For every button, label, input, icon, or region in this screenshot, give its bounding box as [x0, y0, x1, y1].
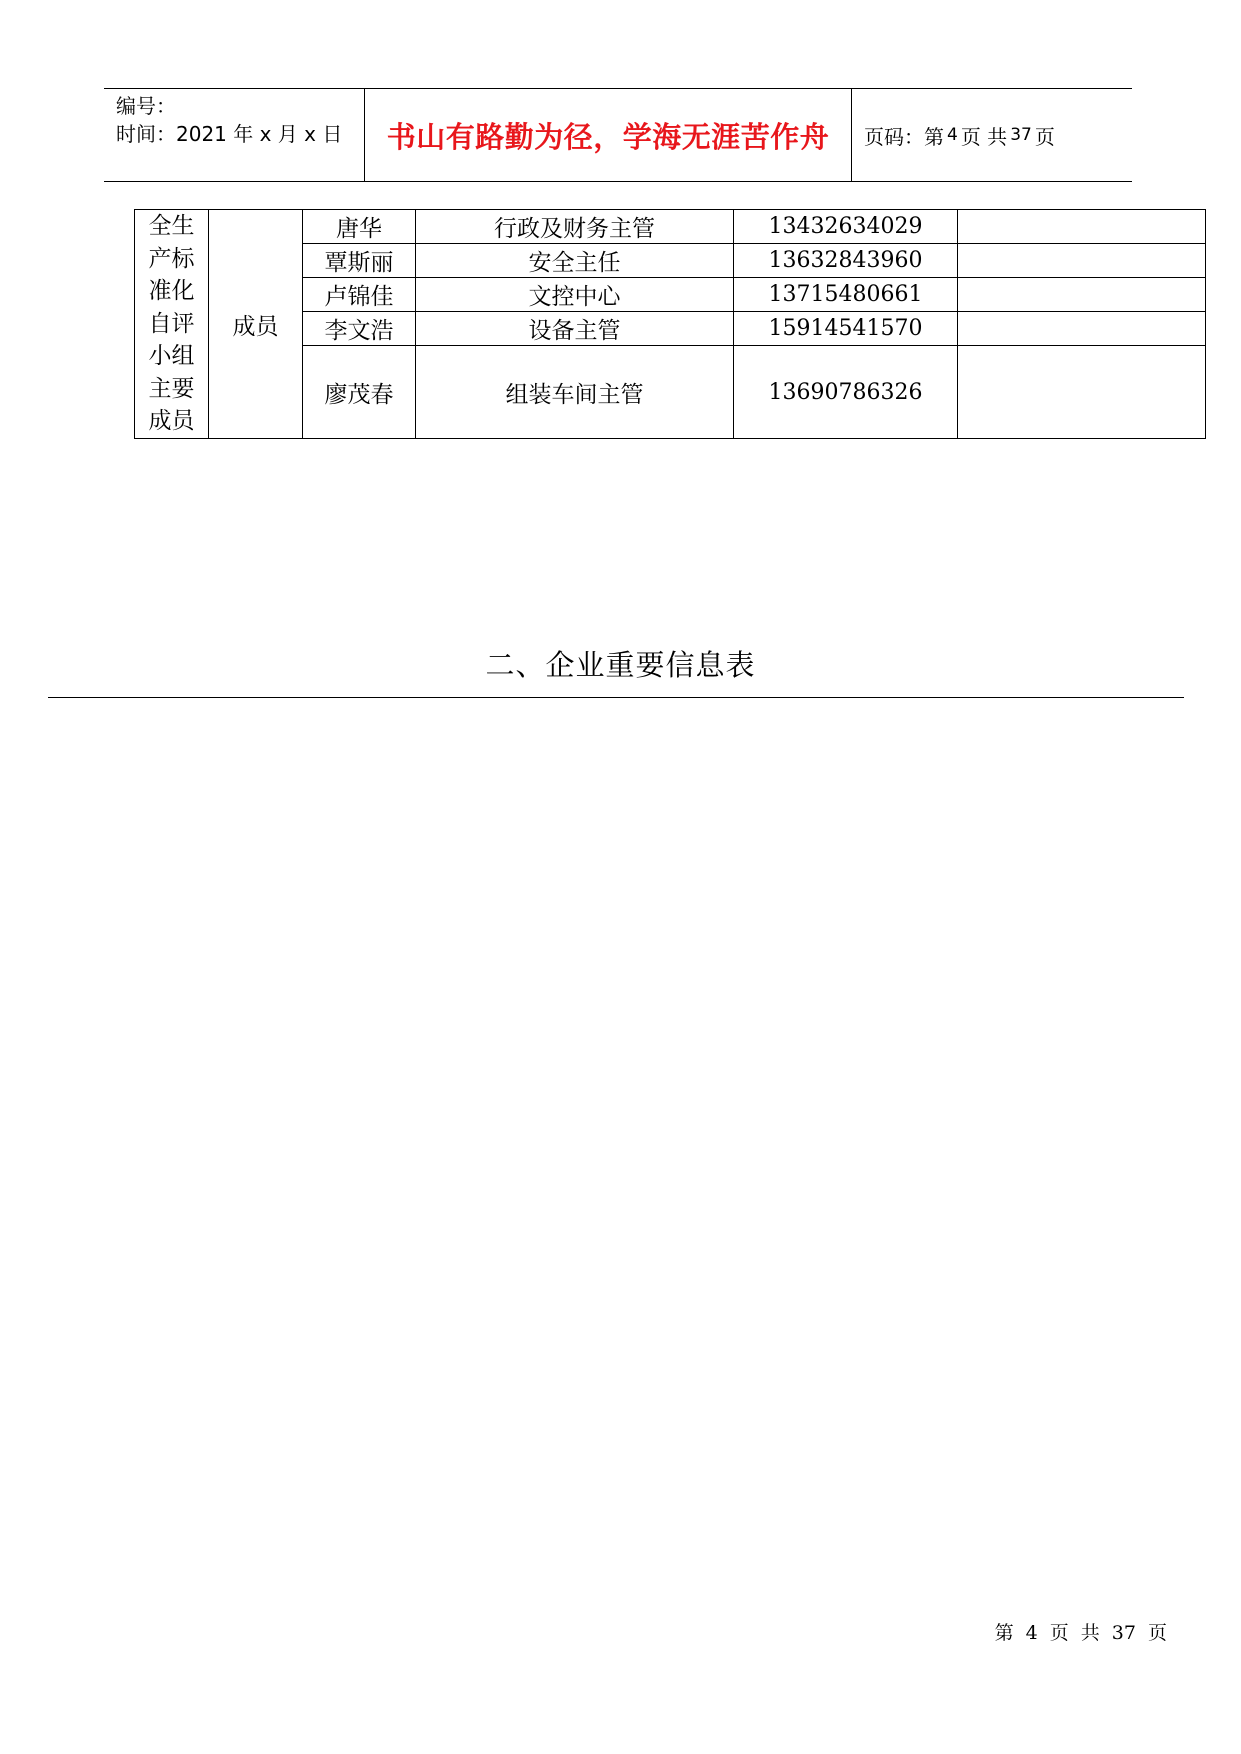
header-motto: 书山有路勤为径，学海无涯苦作舟: [386, 119, 830, 154]
footer-page-number: 4: [1025, 1622, 1038, 1644]
member-phone: 13690786326: [734, 346, 958, 439]
member-note: [958, 312, 1206, 346]
group-label-cell: [135, 210, 209, 439]
group-label-line: 小组: [148, 343, 195, 370]
member-note: [958, 278, 1206, 312]
header-divider-left: [364, 89, 365, 181]
member-position: 设备主管: [416, 312, 734, 346]
member-name: 卢锦佳: [303, 278, 416, 312]
table-row: [135, 210, 1206, 244]
header-divider-right: [851, 89, 852, 181]
member-note: [958, 210, 1206, 244]
member-name: 唐华: [303, 210, 416, 244]
member-phone: 13632843960: [734, 244, 958, 278]
group-label-line: 自评: [148, 310, 195, 337]
group-label-line: 全生: [148, 213, 195, 240]
header-page-number: 4: [947, 125, 958, 145]
member-name: 覃斯丽: [303, 244, 416, 278]
section-title: 二、企业重要信息表: [485, 648, 756, 682]
document-number-label: 编号：: [116, 94, 176, 118]
member-position: 安全主任: [416, 244, 734, 278]
section-rule: [48, 697, 1184, 698]
footer-mid: 页: [1049, 1622, 1069, 1644]
page-footer: [989, 1618, 1173, 1645]
footer-page-total: 37: [1111, 1622, 1136, 1644]
header-meta: [116, 92, 342, 148]
role-label-cell: 成员: [209, 210, 303, 439]
group-label-line: 主要: [148, 375, 195, 402]
header-page-mid: 页 共: [960, 124, 1008, 149]
header-bottom-rule: [104, 181, 1132, 182]
member-phone: 15914541570: [734, 312, 958, 346]
member-note: [958, 244, 1206, 278]
group-label-line: 准化: [148, 278, 195, 305]
member-name: 李文浩: [303, 312, 416, 346]
member-phone: 13432634029: [734, 210, 958, 244]
header-page-label: 页码：第: [864, 124, 944, 149]
footer-suffix: 页: [1147, 1622, 1167, 1644]
members-table: [134, 209, 1206, 439]
document-time-label: 时间：2021 年 x 月 x 日: [116, 122, 343, 146]
member-position: 行政及财务主管: [416, 210, 734, 244]
member-name: 廖茂春: [303, 346, 416, 439]
header-page-info: [864, 89, 1055, 181]
member-note: [958, 346, 1206, 439]
group-label-line: 产标: [148, 245, 195, 272]
footer-total-prefix: 共: [1080, 1622, 1100, 1644]
footer-prefix: 第: [994, 1622, 1014, 1644]
header-page-total: 37: [1010, 125, 1032, 145]
header-page-end: 页: [1034, 124, 1055, 149]
member-position: 文控中心: [416, 278, 734, 312]
member-phone: 13715480661: [734, 278, 958, 312]
group-label-line: 成员: [148, 408, 195, 435]
member-position: 组装车间主管: [416, 346, 734, 439]
